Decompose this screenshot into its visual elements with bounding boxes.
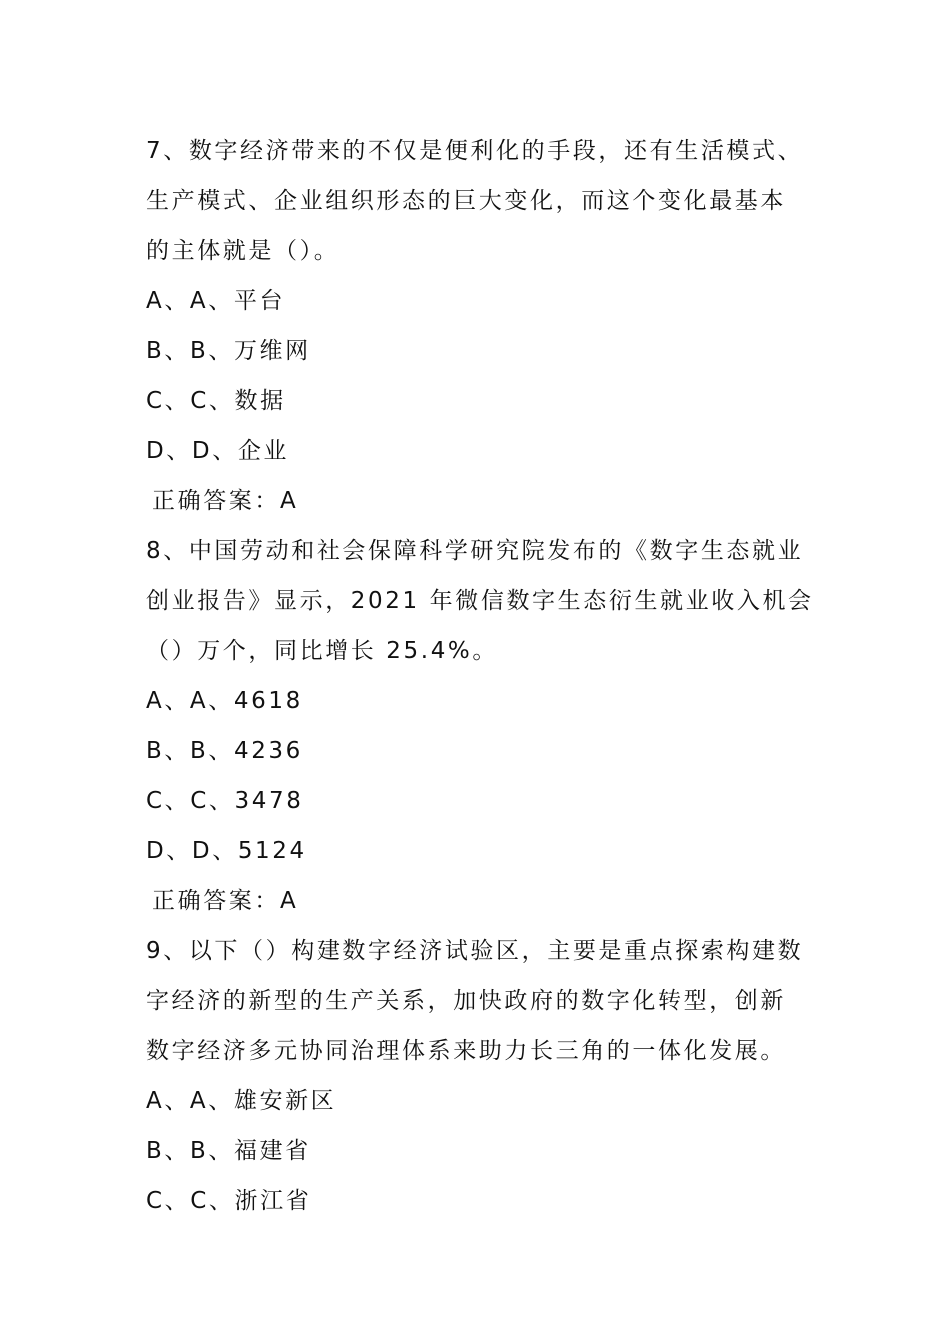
question-stem-line: 创业报告》显示，2021 年微信数字生态衍生就业收入机会 xyxy=(146,588,814,614)
question-stem-line: 7、数字经济带来的不仅是便利化的手段，还有生活模式、 xyxy=(146,138,804,164)
option-a: A、A、雄安新区 xyxy=(146,1088,337,1114)
correct-answer: 正确答案：A xyxy=(152,488,299,514)
question-stem-line: 字经济的新型的生产关系，加快政府的数字化转型，创新 xyxy=(146,988,786,1014)
option-d: D、D、企业 xyxy=(146,438,290,464)
option-a: A、A、平台 xyxy=(146,288,286,314)
option-a: A、A、4618 xyxy=(146,688,303,714)
question-stem-line: 8、中国劳动和社会保障科学研究院发布的《数字生态就业 xyxy=(146,538,804,564)
question-list xyxy=(146,126,814,1226)
option-b: B、B、万维网 xyxy=(146,338,311,364)
option-d: D、D、5124 xyxy=(146,838,307,864)
question-7 xyxy=(146,126,810,526)
question-stem-line: 9、以下（）构建数字经济试验区，主要是重点探索构建数 xyxy=(146,938,804,964)
option-c: C、C、3478 xyxy=(146,788,304,814)
option-b: B、B、4236 xyxy=(146,738,303,764)
question-stem-line: （）万个，同比增长 25.4%。 xyxy=(146,638,498,664)
question-stem-line: 生产模式、企业组织形态的巨大变化，而这个变化最基本 xyxy=(146,188,786,214)
question-9 xyxy=(146,926,810,1226)
option-c: C、C、数据 xyxy=(146,388,286,414)
correct-answer: 正确答案：A xyxy=(152,888,299,914)
option-c: C、C、浙江省 xyxy=(146,1188,312,1214)
question-stem-line: 的主体就是（）。 xyxy=(146,238,340,264)
question-8 xyxy=(146,526,814,926)
option-b: B、B、福建省 xyxy=(146,1138,311,1164)
question-stem-line: 数字经济多元协同治理体系来助力长三角的一体化发展。 xyxy=(146,1038,786,1064)
